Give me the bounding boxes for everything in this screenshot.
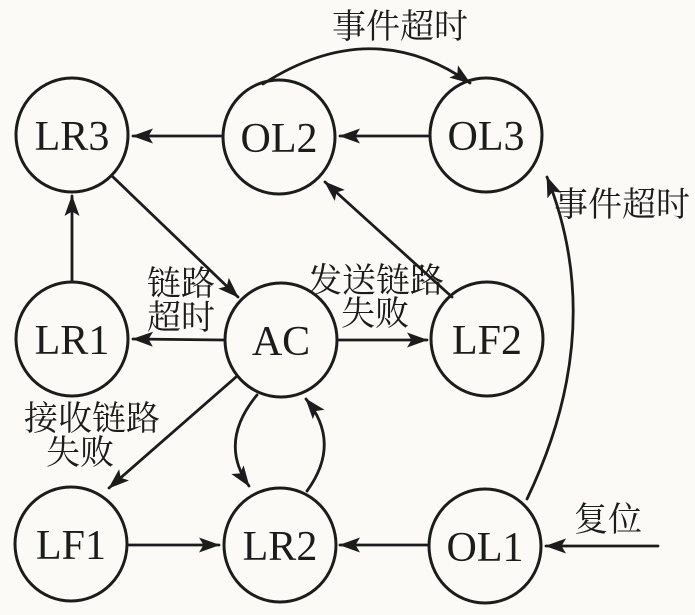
edge-ol1-to-ol3 xyxy=(527,177,573,499)
state-label-lr2: LR2 xyxy=(242,524,318,570)
edge-label-send-link-failure-line2: 失败 xyxy=(341,296,409,333)
state-label-lf1: LF1 xyxy=(35,523,107,569)
edge-label-receive-link-failure-line1: 接收链路 xyxy=(24,401,160,438)
state-label-lr1: LR1 xyxy=(34,318,110,364)
state-label-ol2: OL2 xyxy=(240,116,318,162)
edge-label-link-timeout-line2: 超时 xyxy=(147,300,215,337)
state-node-lr2 xyxy=(224,488,336,602)
edge-label-receive-link-failure-line2: 失败 xyxy=(46,435,114,472)
state-node-lf2 xyxy=(431,282,543,396)
state-nodes xyxy=(15,78,543,603)
state-node-ac xyxy=(225,283,337,397)
edge-label-link-timeout-line1: 链路 xyxy=(147,266,215,303)
state-label-ol3: OL3 xyxy=(447,114,525,160)
state-label-lr3: LR3 xyxy=(34,114,110,160)
state-label-ac: AC xyxy=(251,319,311,365)
state-label-ol1: OL1 xyxy=(446,525,524,571)
edge-ac-to-lr2 xyxy=(235,395,257,486)
state-node-lf1 xyxy=(15,487,127,601)
edge-labels xyxy=(24,8,690,539)
state-node-lr1 xyxy=(16,282,128,396)
edge-label-send-link-failure-line1: 发送链路 xyxy=(308,263,444,300)
edge-lr2-to-ac xyxy=(306,399,324,491)
state-node-ol3 xyxy=(430,78,542,192)
edge-label-event-timeout-right: 事件超时 xyxy=(554,187,690,224)
state-node-ol1 xyxy=(429,489,541,603)
state-node-lr3 xyxy=(16,78,128,192)
state-node-ol2 xyxy=(223,80,335,194)
edge-label-reset: 复位 xyxy=(574,502,642,539)
edge-ol2-to-ol3 xyxy=(263,49,470,84)
state-label-lf2: LF2 xyxy=(451,318,523,364)
edge-ac-to-lr1 xyxy=(133,339,223,340)
edge-label-event-timeout-top: 事件超时 xyxy=(332,9,468,46)
